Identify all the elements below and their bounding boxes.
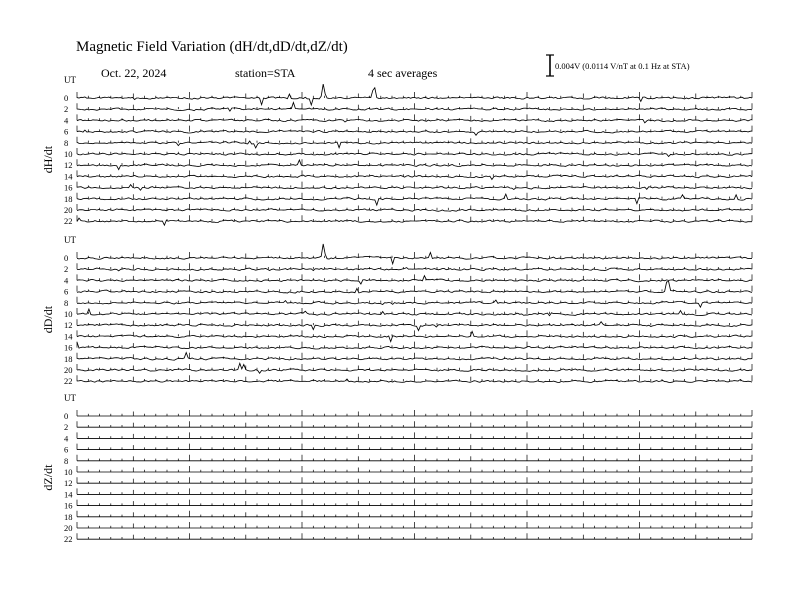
row-hour-label: 20 <box>64 205 73 215</box>
plot-title: Magnetic Field Variation (dH/dt,dD/dt,dZ/dt) <box>76 39 348 55</box>
row-hour-label: 4 <box>64 433 69 444</box>
row-hour-label: 0 <box>64 93 69 103</box>
row-hour-label: 22 <box>64 216 73 227</box>
row-hour-label: 12 <box>64 160 73 171</box>
row-hour-label: 18 <box>64 353 73 364</box>
row-hour-label: 14 <box>64 489 73 500</box>
row-hour-label: 12 <box>64 320 73 331</box>
row-hour-label: 22 <box>64 534 73 545</box>
row-hour-label: 20 <box>64 523 73 533</box>
row-hour-label: 8 <box>64 455 69 466</box>
row-hour-label: 6 <box>64 286 69 297</box>
panel-ylabel: dZ/dt <box>41 464 55 491</box>
row-hour-label: 16 <box>64 500 73 511</box>
row-hour-label: 22 <box>64 376 73 387</box>
row-hour-label: 10 <box>64 467 73 477</box>
row-hour-label: 8 <box>64 297 69 308</box>
averaging-note: 4 sec averages <box>368 66 438 80</box>
row-hour-label: 6 <box>64 444 69 455</box>
station-id: station=STA <box>235 66 296 80</box>
row-hour-label: 4 <box>64 275 69 286</box>
panel-ut-label: UT <box>64 75 76 85</box>
row-hour-label: 10 <box>64 149 73 159</box>
row-hour-label: 14 <box>64 331 73 342</box>
observation-date: Oct. 22, 2024 <box>101 66 167 80</box>
row-hour-label: 2 <box>64 422 69 433</box>
row-hour-label: 16 <box>64 342 73 353</box>
row-hour-label: 20 <box>64 365 73 375</box>
row-hour-label: 16 <box>64 182 73 193</box>
row-hour-label: 14 <box>64 171 73 182</box>
row-hour-label: 2 <box>64 104 69 115</box>
panel-ylabel: dD/dt <box>41 305 55 334</box>
row-hour-label: 12 <box>64 478 73 489</box>
row-hour-label: 10 <box>64 309 73 319</box>
scale-bar-label: 0.004V (0.0114 V/nT at 0.1 Hz at STA) <box>555 61 690 71</box>
row-hour-label: 18 <box>64 193 73 204</box>
row-hour-label: 0 <box>64 411 69 421</box>
panel-ut-label: UT <box>64 393 76 403</box>
row-hour-label: 0 <box>64 253 69 263</box>
row-hour-label: 18 <box>64 511 73 522</box>
panel-ut-label: UT <box>64 235 76 245</box>
row-hour-label: 8 <box>64 137 69 148</box>
panel-ylabel: dH/dt <box>41 145 55 174</box>
row-hour-label: 4 <box>64 115 69 126</box>
row-hour-label: 6 <box>64 126 69 137</box>
row-hour-label: 2 <box>64 264 69 275</box>
